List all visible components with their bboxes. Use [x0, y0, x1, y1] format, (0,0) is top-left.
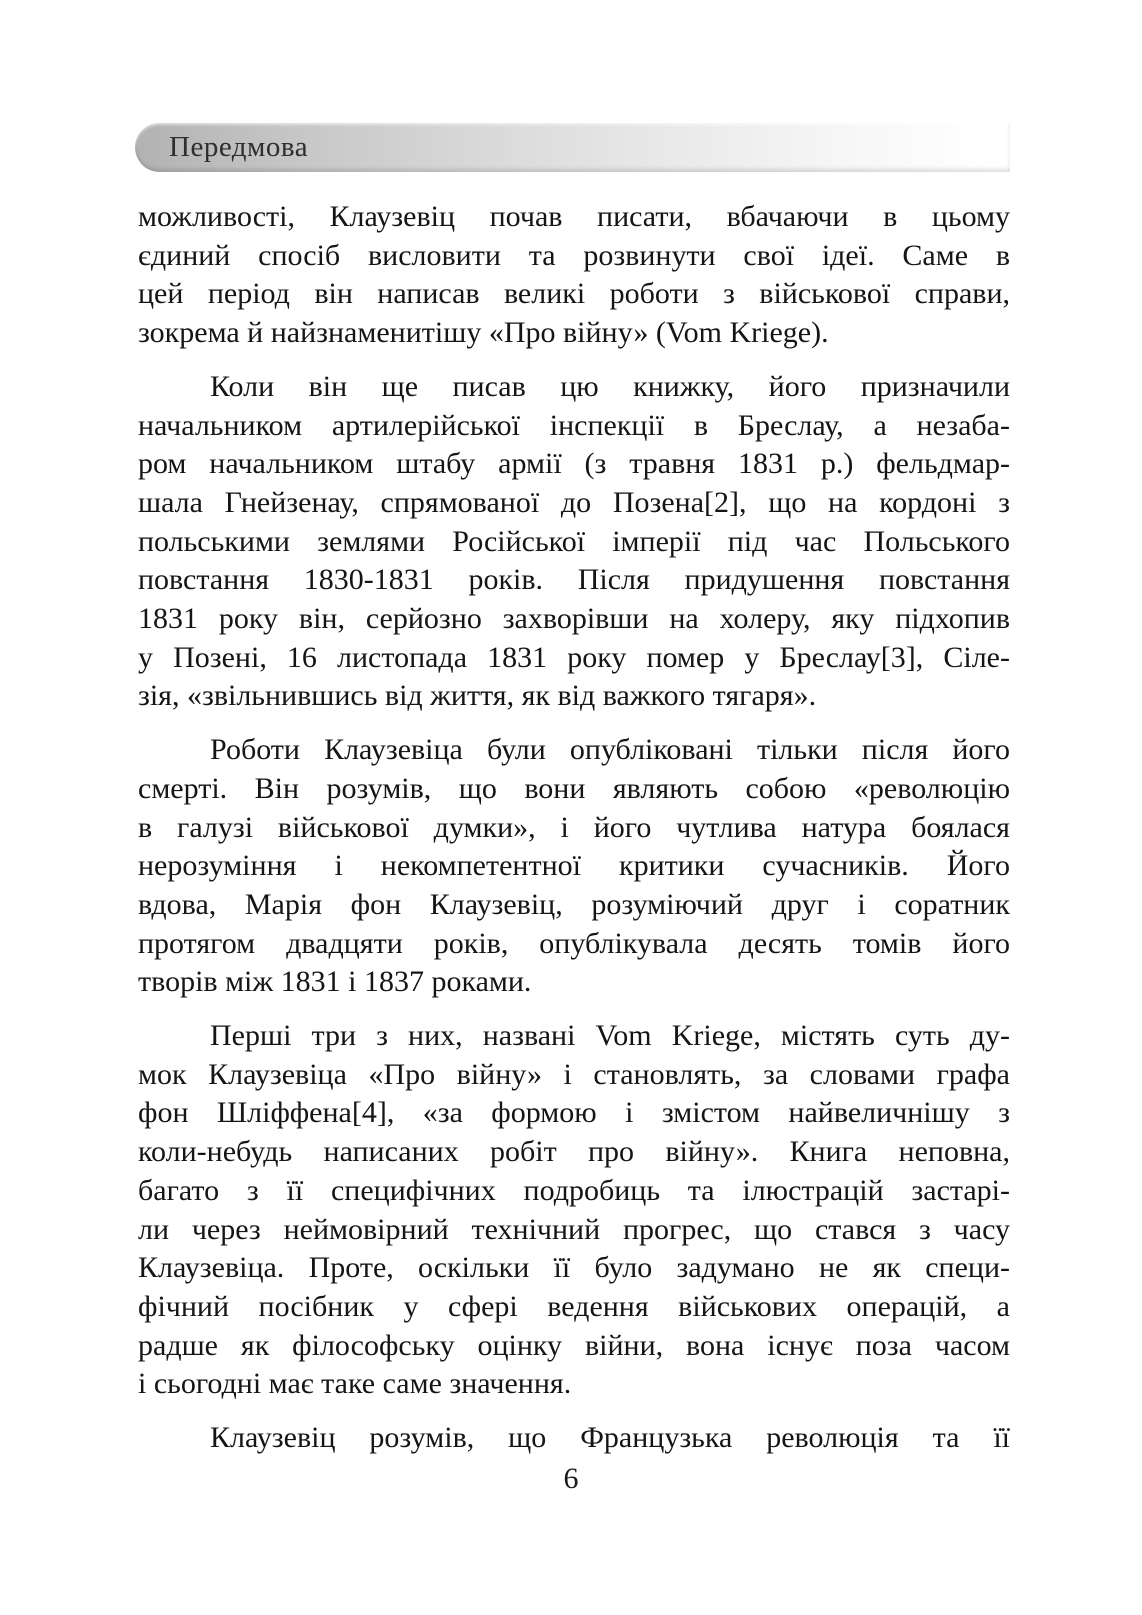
text-line: фон Шліффена[4], «за формою і змістом найвеличнішу з: [138, 1096, 1010, 1130]
text-line: нерозуміння і некомпетентної критики сучасників. Його: [138, 849, 1010, 883]
text-line: в галузі військової думки», і його чутлива натура боялася: [138, 810, 1010, 844]
text-line: радше як філософську оцінку війни, вона існує поза часом: [138, 1328, 1010, 1362]
text-line: повстання 1830-1831 років. Після придушення повстання: [138, 563, 1010, 597]
text-line: вдова, Марія фон Клаузевіц, розуміючий друг і соратник: [138, 887, 1010, 921]
text-line: і сьогодні має таке саме значення.: [138, 1367, 572, 1401]
text-line: Коли він ще писав цю книжку, його призначили: [210, 369, 1010, 403]
text-line: зія, «звільнившись від життя, як від важкого тягаря».: [138, 679, 817, 713]
text-line: Клаузевіц розумів, що Французька революція та її: [210, 1421, 1010, 1455]
text-line: ром начальником штабу армії (з травня 1831 р.) фельдмар-: [138, 447, 1010, 481]
text-line: Роботи Клаузевіца були опубліковані тільки після його: [210, 733, 1010, 767]
chapter-title: Передмова: [169, 131, 309, 163]
text-line: ли через неймовірний технічний прогрес, що стався з часу: [138, 1212, 1010, 1246]
text-line: смерті. Він розумів, що вони являють собою «революцію: [138, 771, 1010, 805]
text-line: коли-небудь написаних робіт про війну». Книга неповна,: [138, 1135, 1010, 1169]
text-line: у Позені, 16 листопада 1831 року помер у Бреслау[3], Сіле-: [138, 640, 1010, 674]
paragraph: [138, 368, 1010, 716]
text-line: Перші три з них, названі Vom Kriege, містять суть ду-: [210, 1019, 1010, 1053]
text-line: протягом двадцяти років, опублікувала десять томів його: [138, 926, 1010, 960]
paragraph: [138, 198, 1010, 353]
page-text: [138, 198, 1010, 1458]
text-line: творів між 1831 і 1837 роками.: [138, 965, 532, 999]
text-line: зокрема й найзнаменитішу «Про війну» (Vom Kriege).: [138, 316, 829, 350]
text-line: Клаузевіца. Проте, оскільки її було задумано не як специ-: [138, 1251, 1010, 1285]
chapter-header-bar: [135, 123, 1010, 172]
text-line: цей період він написав великі роботи з військової справи,: [138, 277, 1010, 311]
page-number: 6: [563, 1462, 579, 1495]
text-line: 1831 року він, серйозно захворівши на холеру, яку підхопив: [138, 602, 1010, 636]
text-line: можливості, Клаузевіц почав писати, вбачаючи в цьому: [138, 200, 1010, 233]
text-line: багато з її специфічних подробиць та ілюстрацій застарі-: [138, 1173, 1010, 1207]
text-line: фічний посібник у сфері ведення військових операцій, а: [138, 1289, 1010, 1323]
text-line: мок Клаузевіца «Про війну» і становлять, за словами графа: [138, 1057, 1010, 1091]
paragraph: [138, 731, 1010, 1002]
text-line: єдиний спосіб висловити та розвинути свої ідеї. Саме в: [138, 238, 1010, 272]
text-line: начальником артилерійської інспекції в Бреслау, а незаба-: [138, 408, 1010, 442]
paragraph: [138, 1017, 1010, 1404]
text-line: польськими землями Російської імперії під час Польського: [138, 524, 1010, 558]
text-line: шала Гнейзенау, спрямованої до Позена[2], що на кордоні з: [138, 485, 1010, 519]
paragraph: [138, 1419, 1010, 1458]
